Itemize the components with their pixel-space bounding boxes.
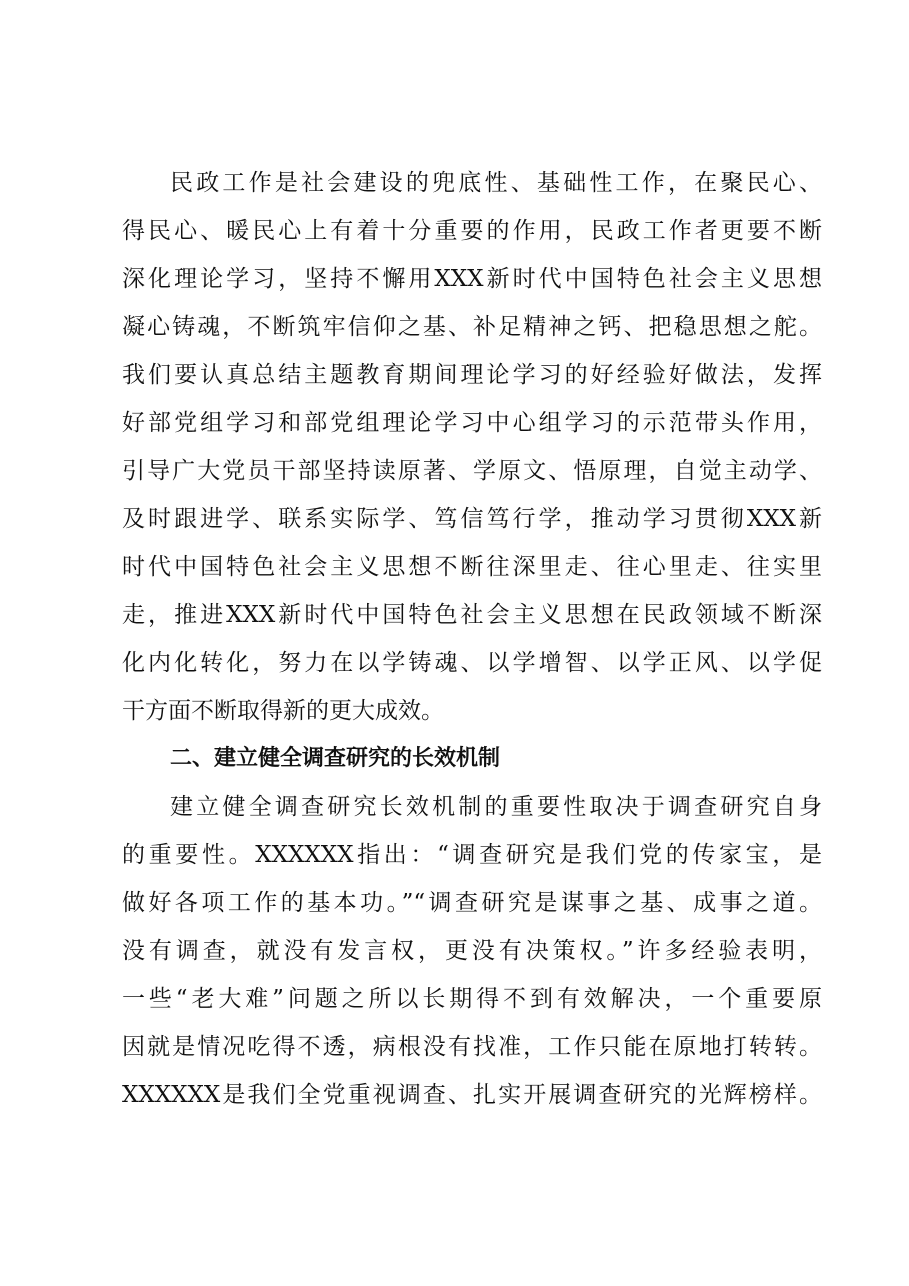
paragraph-2-line-2: 的重要性。XXXXXX指出：“调查研究是我们党的传家宝，是 bbox=[122, 842, 822, 868]
paragraph-1-line-8: 及时跟进学、联系实际学、笃信笃行学，推动学习贯彻XXX新 bbox=[122, 506, 822, 532]
paragraph-1-line-4: 凝心铸魂，不断筑牢信仰之基、补足精神之钙、把稳思想之舵。 bbox=[122, 314, 822, 340]
paragraph-1-line-3: 深化理论学习，坚持不懈用XXX新时代中国特色社会主义思想 bbox=[122, 266, 822, 292]
paragraph-2-line-6: 因就是情况吃得不透，病根没有找准，工作只能在原地打转转。 bbox=[122, 1034, 822, 1060]
paragraph-1-line-1: 民政工作是社会建设的兜底性、基础性工作，在聚民心、 bbox=[170, 170, 822, 196]
paragraph-1-line-10: 走，推进XXX新时代中国特色社会主义思想在民政领域不断深 bbox=[122, 602, 822, 628]
paragraph-1-line-5: 我们要认真总结主题教育期间理论学习的好经验好做法，发挥 bbox=[122, 362, 822, 388]
paragraph-1-line-6: 好部党组学习和部党组理论学习中心组学习的示范带头作用， bbox=[122, 410, 822, 436]
paragraph-2-line-3: 做好各项工作的基本功。”“调查研究是谋事之基、成事之道。 bbox=[122, 890, 822, 916]
paragraph-2-line-7: XXXXXX是我们全党重视调查、扎实开展调查研究的光辉榜样。 bbox=[122, 1082, 822, 1108]
paragraph-1-line-2: 得民心、暖民心上有着十分重要的作用，民政工作者更要不断 bbox=[122, 218, 822, 244]
section-heading: 二、建立健全调查研究的长效机制 bbox=[170, 746, 501, 771]
paragraph-1-line-12: 干方面不断取得新的更大成效。 bbox=[122, 698, 444, 724]
paragraph-2-line-5: 一些“老大难”问题之所以长期得不到有效解决，一个重要原 bbox=[122, 986, 822, 1012]
paragraph-1-line-7: 引导广大党员干部坚持读原著、学原文、悟原理，自觉主动学、 bbox=[122, 458, 822, 484]
paragraph-2-line-4: 没有调查，就没有发言权，更没有决策权。”许多经验表明， bbox=[122, 938, 822, 964]
paragraph-2-line-1: 建立健全调查研究长效机制的重要性取决于调查研究自身 bbox=[170, 794, 822, 820]
paragraph-1-line-9: 时代中国特色社会主义思想不断往深里走、往心里走、往实里 bbox=[122, 554, 822, 580]
paragraph-1-line-11: 化内化转化，努力在以学铸魂、以学增智、以学正风、以学促 bbox=[122, 650, 822, 676]
